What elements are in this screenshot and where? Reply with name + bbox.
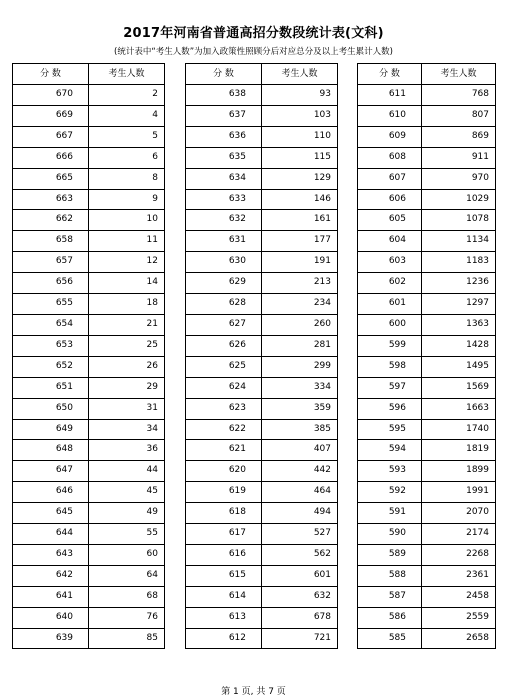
count-cell: 93	[262, 85, 338, 106]
count-cell: 385	[262, 419, 338, 440]
count-cell: 64	[89, 565, 165, 586]
score-cell: 596	[358, 398, 422, 419]
score-cell: 618	[186, 503, 262, 524]
count-cell: 60	[89, 544, 165, 565]
count-cell: 494	[262, 503, 338, 524]
table-row	[186, 126, 338, 147]
count-cell: 1363	[422, 314, 496, 335]
table-row	[358, 482, 496, 503]
count-header: 考生人数	[262, 64, 338, 85]
table-row	[186, 314, 338, 335]
table-row	[186, 482, 338, 503]
score-cell: 588	[358, 565, 422, 586]
count-header: 考生人数	[89, 64, 165, 85]
score-cell: 601	[358, 294, 422, 315]
score-cell: 626	[186, 335, 262, 356]
count-cell: 2	[89, 85, 165, 106]
table-row	[13, 503, 165, 524]
score-header: 分 数	[13, 64, 89, 85]
count-cell: 1495	[422, 356, 496, 377]
count-cell: 14	[89, 273, 165, 294]
count-cell: 85	[89, 628, 165, 649]
table-row	[13, 189, 165, 210]
count-cell: 12	[89, 252, 165, 273]
score-cell: 652	[13, 356, 89, 377]
score-cell: 636	[186, 126, 262, 147]
score-cell: 657	[13, 252, 89, 273]
table-row	[13, 628, 165, 649]
count-cell: 34	[89, 419, 165, 440]
count-cell: 44	[89, 461, 165, 482]
count-cell: 213	[262, 273, 338, 294]
count-cell: 21	[89, 314, 165, 335]
score-cell: 629	[186, 273, 262, 294]
table-row	[358, 440, 496, 461]
score-cell: 658	[13, 231, 89, 252]
table-row	[186, 398, 338, 419]
count-cell: 1134	[422, 231, 496, 252]
table-row	[186, 273, 338, 294]
count-cell: 807	[422, 105, 496, 126]
score-cell: 589	[358, 544, 422, 565]
score-cell: 594	[358, 440, 422, 461]
count-cell: 45	[89, 482, 165, 503]
table-row	[13, 335, 165, 356]
score-cell: 614	[186, 586, 262, 607]
score-cell: 624	[186, 377, 262, 398]
count-cell: 5	[89, 126, 165, 147]
score-cell: 644	[13, 524, 89, 545]
score-cell: 598	[358, 356, 422, 377]
table-row	[358, 85, 496, 106]
table-row	[358, 252, 496, 273]
score-cell: 641	[13, 586, 89, 607]
table-row	[358, 273, 496, 294]
score-cell: 642	[13, 565, 89, 586]
score-cell: 586	[358, 607, 422, 628]
table-row	[13, 105, 165, 126]
table-row	[13, 607, 165, 628]
table-row	[186, 461, 338, 482]
table-row	[186, 105, 338, 126]
table-row	[186, 503, 338, 524]
count-cell: 9	[89, 189, 165, 210]
count-cell: 234	[262, 294, 338, 315]
table-row	[186, 168, 338, 189]
table-row	[186, 252, 338, 273]
table-header-row	[358, 64, 496, 85]
table-note: (统计表中“考生人数”为加入政策性照顾分后对应总分及以上考生累计人数)	[114, 47, 393, 57]
table-row	[186, 544, 338, 565]
table-row	[186, 189, 338, 210]
count-cell: 18	[89, 294, 165, 315]
count-cell: 11	[89, 231, 165, 252]
score-cell: 597	[358, 377, 422, 398]
score-cell: 643	[13, 544, 89, 565]
count-cell: 1078	[422, 210, 496, 231]
count-cell: 359	[262, 398, 338, 419]
score-cell: 630	[186, 252, 262, 273]
score-cell: 628	[186, 294, 262, 315]
score-cell: 587	[358, 586, 422, 607]
count-cell: 25	[89, 335, 165, 356]
count-cell: 29	[89, 377, 165, 398]
score-cell: 593	[358, 461, 422, 482]
table-row	[358, 461, 496, 482]
table-row	[358, 503, 496, 524]
count-cell: 55	[89, 524, 165, 545]
count-cell: 1236	[422, 273, 496, 294]
score-cell: 648	[13, 440, 89, 461]
table-row	[13, 419, 165, 440]
count-cell: 26	[89, 356, 165, 377]
count-cell: 869	[422, 126, 496, 147]
count-cell: 8	[89, 168, 165, 189]
table-row	[13, 461, 165, 482]
score-cell: 620	[186, 461, 262, 482]
score-cell: 635	[186, 147, 262, 168]
score-cell: 617	[186, 524, 262, 545]
count-cell: 103	[262, 105, 338, 126]
score-cell: 602	[358, 273, 422, 294]
score-cell: 670	[13, 85, 89, 106]
count-cell: 191	[262, 252, 338, 273]
count-cell: 2559	[422, 607, 496, 628]
table-row	[13, 586, 165, 607]
count-cell: 911	[422, 147, 496, 168]
score-cell: 627	[186, 314, 262, 335]
table-row	[358, 607, 496, 628]
score-header: 分 数	[358, 64, 422, 85]
count-cell: 2458	[422, 586, 496, 607]
score-cell: 663	[13, 189, 89, 210]
count-cell: 632	[262, 586, 338, 607]
count-cell: 146	[262, 189, 338, 210]
count-cell: 334	[262, 377, 338, 398]
table-row	[13, 85, 165, 106]
count-cell: 442	[262, 461, 338, 482]
table-row	[186, 335, 338, 356]
score-cell: 603	[358, 252, 422, 273]
table-row	[13, 126, 165, 147]
count-cell: 36	[89, 440, 165, 461]
table-row	[358, 210, 496, 231]
score-cell: 645	[13, 503, 89, 524]
table-row	[13, 147, 165, 168]
score-cell: 666	[13, 147, 89, 168]
table-row	[358, 335, 496, 356]
score-cell: 665	[13, 168, 89, 189]
table-row	[13, 544, 165, 565]
count-cell: 4	[89, 105, 165, 126]
score-cell: 654	[13, 314, 89, 335]
table-row	[186, 231, 338, 252]
count-cell: 562	[262, 544, 338, 565]
score-cell: 613	[186, 607, 262, 628]
table-row	[358, 628, 496, 649]
count-cell: 1991	[422, 482, 496, 503]
count-cell: 2174	[422, 524, 496, 545]
score-cell: 610	[358, 105, 422, 126]
score-cell: 591	[358, 503, 422, 524]
score-cell: 625	[186, 356, 262, 377]
score-cell: 634	[186, 168, 262, 189]
table-row	[13, 377, 165, 398]
table-row	[186, 356, 338, 377]
score-cell: 615	[186, 565, 262, 586]
table-row	[186, 210, 338, 231]
table-header-row	[186, 64, 338, 85]
count-cell: 115	[262, 147, 338, 168]
table-row	[358, 586, 496, 607]
score-cell: 616	[186, 544, 262, 565]
score-cell: 621	[186, 440, 262, 461]
table-row	[13, 440, 165, 461]
table-row	[186, 524, 338, 545]
table-row	[358, 314, 496, 335]
score-cell: 650	[13, 398, 89, 419]
table-row	[358, 189, 496, 210]
table-row	[186, 440, 338, 461]
score-cell: 609	[358, 126, 422, 147]
table-row	[13, 482, 165, 503]
count-cell: 407	[262, 440, 338, 461]
score-cell: 662	[13, 210, 89, 231]
table-row	[13, 314, 165, 335]
score-header: 分 数	[186, 64, 262, 85]
count-cell: 299	[262, 356, 338, 377]
score-table-2	[185, 63, 338, 649]
count-cell: 281	[262, 335, 338, 356]
table-row	[186, 147, 338, 168]
score-cell: 608	[358, 147, 422, 168]
score-cell: 647	[13, 461, 89, 482]
count-cell: 260	[262, 314, 338, 335]
table-row	[186, 586, 338, 607]
table-row	[13, 565, 165, 586]
score-cell: 607	[358, 168, 422, 189]
score-cell: 595	[358, 419, 422, 440]
count-cell: 601	[262, 565, 338, 586]
table-row	[13, 273, 165, 294]
table-row	[186, 85, 338, 106]
page-title: 2017年河南省普通高招分数段统计表(文科)	[123, 26, 384, 41]
table-row	[13, 524, 165, 545]
table-row	[358, 565, 496, 586]
score-cell: 669	[13, 105, 89, 126]
count-cell: 1663	[422, 398, 496, 419]
table-row	[13, 210, 165, 231]
table-row	[186, 377, 338, 398]
score-cell: 656	[13, 273, 89, 294]
table-row	[186, 294, 338, 315]
score-table-1	[12, 63, 165, 649]
table-header-row	[13, 64, 165, 85]
table-row	[186, 419, 338, 440]
count-cell: 1899	[422, 461, 496, 482]
score-table-3	[357, 63, 496, 649]
table-row	[358, 419, 496, 440]
score-cell: 585	[358, 628, 422, 649]
score-cell: 651	[13, 377, 89, 398]
score-cell: 655	[13, 294, 89, 315]
score-cell: 646	[13, 482, 89, 503]
score-cell: 637	[186, 105, 262, 126]
count-cell: 2658	[422, 628, 496, 649]
count-cell: 2268	[422, 544, 496, 565]
table-row	[358, 544, 496, 565]
table-row	[358, 356, 496, 377]
count-cell: 129	[262, 168, 338, 189]
count-cell: 1029	[422, 189, 496, 210]
score-cell: 649	[13, 419, 89, 440]
count-cell: 970	[422, 168, 496, 189]
count-cell: 527	[262, 524, 338, 545]
count-cell: 6	[89, 147, 165, 168]
score-cell: 612	[186, 628, 262, 649]
count-cell: 1740	[422, 419, 496, 440]
score-cell: 622	[186, 419, 262, 440]
score-cell: 611	[358, 85, 422, 106]
page-footer: 第 1 页, 共 7 页	[221, 687, 286, 697]
count-cell: 2361	[422, 565, 496, 586]
score-cell: 605	[358, 210, 422, 231]
score-cell: 639	[13, 628, 89, 649]
count-cell: 721	[262, 628, 338, 649]
score-cell: 653	[13, 335, 89, 356]
table-row	[358, 524, 496, 545]
count-cell: 76	[89, 607, 165, 628]
count-cell: 31	[89, 398, 165, 419]
table-row	[13, 398, 165, 419]
count-cell: 1428	[422, 335, 496, 356]
table-row	[358, 126, 496, 147]
table-row	[13, 294, 165, 315]
count-header: 考生人数	[422, 64, 496, 85]
table-row	[13, 231, 165, 252]
score-cell: 667	[13, 126, 89, 147]
table-row	[358, 231, 496, 252]
table-row	[13, 356, 165, 377]
score-cell: 599	[358, 335, 422, 356]
count-cell: 2070	[422, 503, 496, 524]
table-row	[358, 105, 496, 126]
table-row	[358, 147, 496, 168]
score-cell: 640	[13, 607, 89, 628]
table-row	[358, 294, 496, 315]
count-cell: 177	[262, 231, 338, 252]
score-cell: 592	[358, 482, 422, 503]
count-cell: 1183	[422, 252, 496, 273]
table-row	[186, 607, 338, 628]
table-row	[358, 168, 496, 189]
score-cell: 632	[186, 210, 262, 231]
table-row	[13, 168, 165, 189]
count-cell: 1297	[422, 294, 496, 315]
count-cell: 678	[262, 607, 338, 628]
count-cell: 110	[262, 126, 338, 147]
score-cell: 600	[358, 314, 422, 335]
table-row	[13, 252, 165, 273]
count-cell: 49	[89, 503, 165, 524]
count-cell: 464	[262, 482, 338, 503]
count-cell: 10	[89, 210, 165, 231]
score-cell: 638	[186, 85, 262, 106]
score-cell: 619	[186, 482, 262, 503]
table-row	[186, 628, 338, 649]
table-row	[358, 398, 496, 419]
score-cell: 633	[186, 189, 262, 210]
score-cell: 604	[358, 231, 422, 252]
score-cell: 631	[186, 231, 262, 252]
score-cell: 590	[358, 524, 422, 545]
table-row	[358, 377, 496, 398]
score-cell: 606	[358, 189, 422, 210]
count-cell: 1819	[422, 440, 496, 461]
score-cell: 623	[186, 398, 262, 419]
table-row	[186, 565, 338, 586]
count-cell: 1569	[422, 377, 496, 398]
count-cell: 161	[262, 210, 338, 231]
count-cell: 768	[422, 85, 496, 106]
count-cell: 68	[89, 586, 165, 607]
